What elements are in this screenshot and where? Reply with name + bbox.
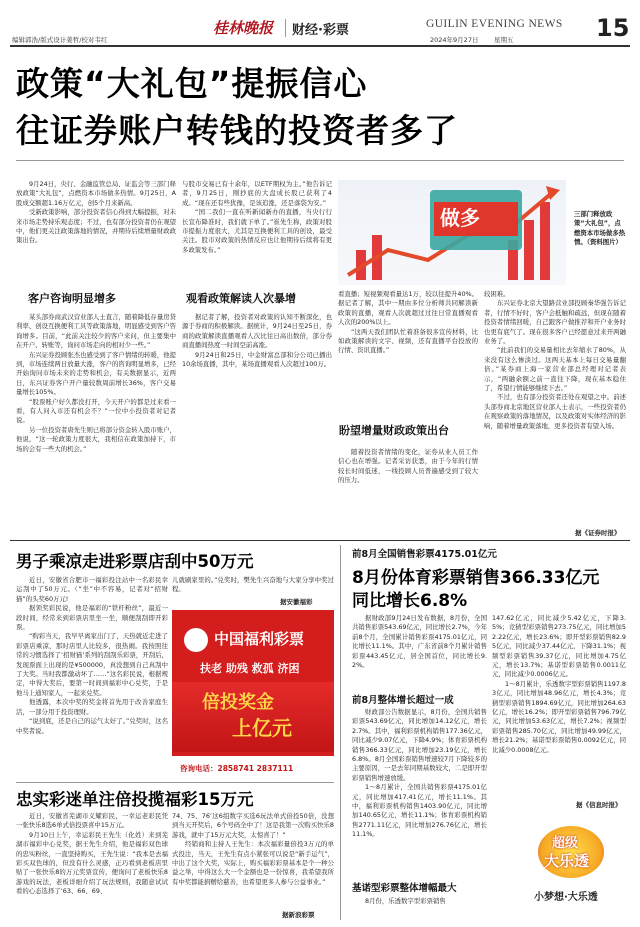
lead-col2-paragraph: 9月24日和25日，中金财富总部和分公司已播出10余场直播，其中，某场直播观看人次超过100万。 (182, 350, 332, 369)
lead-col1-paragraph: 东兴证券投顾张杰也感受到了客户情绪的转暖，他提到，市场连续两日放量大涨，客户的咨询明显增多，已经开始询问市场未来的走势和机会，有关数据显示，近两日，东兴证券客户开户量较数周前增长36%，客户交易量增长105%。 (16, 350, 176, 397)
story2-headline: 忠实彩迷单注倍投揽福彩15万元 (16, 790, 254, 809)
lead-subhead-livestream: 观看政策解读人次暴增 (186, 292, 296, 305)
story2-credit: 据新浪彩票 (282, 911, 315, 919)
masthead-date: 2024年9月27日 (430, 36, 479, 44)
welfare-lottery-logo (184, 628, 208, 652)
promo-multiplier-text: 倍投奖金 (202, 692, 274, 713)
headline-rule (16, 160, 624, 161)
lead-col2-paragraph: 据记者了解，投资者对政策的认知不断深化，也源于券商的积极解读。据统计，9月24日至25日，券商的政策解读直播观看人次比往日高出数倍，部分券商直播间热度一时间空前高涨。 (182, 313, 332, 350)
story1-col2 (172, 576, 334, 596)
stats-credit: 据《信息时报》 (576, 801, 622, 809)
stats-paragraph: 8月份，乐透数字型彩票销售 (365, 897, 446, 905)
lead-col1-paragraph: “股票账户好久都没打开，今天开户的都是过来看一看，有人问入市还有机会不？”一位中小投资者对记者说。 (16, 397, 176, 425)
story1-credit: 据安徽福彩 (280, 598, 313, 606)
stats-col1-body (352, 708, 487, 868)
stats-paragraph: 1～8月累计，全国共销售彩票4175.01亿元，同比增加417.41亿元，增长11.1%。其中，福利彩票机构销售1403.90亿元，同比增加140.65亿元，增长11.1%；体育彩票机构销售2771.11亿元，同比增加276.76亿元，增长11.1%。 (352, 783, 487, 839)
lead-col2-top (182, 180, 332, 280)
stats-headline-line-1: 8月份体育彩票销售366.33亿元 (352, 568, 600, 588)
lead-col3-paragraph: “这两天我们团队忙着准备很多宣传材料，比如政策解读的文字、视频，还有直播平台投放的行情、资讯直播。” (338, 327, 478, 355)
welfare-lottery-slogan: 扶老 助残 救孤 济困 (200, 662, 300, 675)
promo-amount-text: 上亿元 (232, 716, 292, 740)
masthead-weekday: 星期五 (494, 36, 514, 44)
story2-paragraph: 74、75、76’这6组数字买选6玩法单式倍投50倍，没想到当天开奖后，6个号码全中了！这是我第一次购买快乐8游戏，就中了15万元大奖，太惊喜了！” (172, 812, 334, 839)
lead-headline-line-2: 往证券账户转钱的投资者多了 (16, 111, 458, 150)
story1-paragraph: 儿就刷家里的。”兑奖时，樊先生兴奋地与大家分享中奖过程。 (172, 576, 334, 594)
masthead-rule (10, 45, 630, 47)
lead-col3-paragraph: 看直播；短视频观看量达1万，较以往提升40%。据记者了解，其中一期由多位分析师共同解读新政策的直播，观看人次就超过过往日常直播观看人次的200%以上。 (338, 290, 478, 327)
story2-col2 (172, 812, 334, 908)
super-lotto-badge (530, 822, 612, 882)
lead-col2-paragraph: 与股市交易已有十余年，以ETF期权为主。”他告诉记者，9月25日，刚抄底的大盘成长股已获利了4成。“现在还有些犹豫，是该追涨，还是落袋为安。” (182, 180, 332, 207)
lead-col1-intro (16, 180, 176, 280)
lead-col2-body (182, 313, 332, 536)
welfare-lottery-brand: 中国福利彩票 (214, 630, 305, 648)
lead-photo (338, 180, 566, 285)
lead-subhead-fiscal: 盼望增量财政政策出台 (339, 424, 449, 437)
lead-col1-paragraph: 某头部券商武汉营业部人士直言，随着降低存量房贷利率、创设互换便利工具等政策落地，明显感受到客户咨询增多。目前，“此前关注较少的客户来问，但主要集中在开户、转账等，询问市场走向的相对少一些。” (16, 313, 176, 350)
story2-col1 (16, 812, 168, 920)
lead-col4-paragraph: 较困难。 (484, 290, 510, 298)
column-divider (340, 545, 341, 920)
super-lotto-tagline: 小梦想·大乐透 (534, 892, 598, 903)
lead-col2-paragraph: “国二我们一直在听新闻新办的直播，当央行行长宣布降准时，我们就下单了。”崔先生称，政策对股市提振力度很大，尤其是互换便利工具的创设，最受关注。股市对政策的热情反应也让他期待后续将有更多政策发布。” (182, 208, 332, 254)
lead-col4-paragraph: 东兴证券北京大望路营业部投顾秦华强告诉记者，行情不好时，客户会抵触和疏远，但现在随着投资者情绪回暖，自己跟客户做推荐和开户业务时也更有底气了。现在很多客户已经愿意过来开两融业务了。 (484, 299, 626, 346)
story2-paragraph: 9月10日上午，幸运彩民王先生（化姓）来到芜湖市福彩中心兑奖，据王先生介绍，他是福彩双色球的忠实粉丝，一直坚持购买，王先生说：“我本是去福彩买双色球的，但没有什么灵感，正巧看到老板店里贴了一张快乐8的万元奖票宣传，便询问了老板快乐8游戏的玩法，老板详细介绍了玩法规则，我随意试试看的心态选择了‘63、66、69、 (16, 830, 168, 896)
story2-paragraph: 近日，安徽省芜湖市义耀彩民，一幸运老彩民凭一张快乐8选6单式倍投票喜中15万元。 (16, 812, 168, 830)
lead-intro-paragraph: 9月24日，央行、金融监管总局、证监会等三部门释放政策“大礼包”，点燃资本市场做多热情。9月25日，A股成交额超1.16万亿元，创5个月来新高。 (16, 180, 176, 207)
lead-col1-body (16, 313, 176, 536)
lead-credit: 据《证券时报》 (575, 529, 621, 537)
masthead (0, 0, 640, 46)
stats-subhead-growth: 前8月整体增长超过一成 (352, 695, 454, 706)
story1-paragraph: “说到底，还是自己的运气太好了。”兑奖时，这名中奖者说。 (16, 717, 168, 735)
masthead-english-name: GUILIN EVENING NEWS (426, 18, 563, 30)
stats-paragraph: 147.62亿元，同比减少5.42亿元，下降3.5%；竞猜型彩票销售273.75亿元，同比增加52.22亿元，增长23.6%；即开型彩票销售82.95亿元，同比减少37.44亿元，下降31.1%；视频型彩票销售39.37亿元，同比增加4.75亿元，增长13.7%；基诺型彩票销售0.0011亿元，同比减少0.0006亿元。 (492, 614, 626, 679)
masthead-divider (285, 19, 286, 37)
lead-photo-caption: 三部门释放政策“大礼包”，点燃资本市场做多热情。（资料图片） (574, 210, 626, 247)
stats-paragraph: 财政部公告数据显示，8月份，全国共销售彩票543.69亿元，同比增加14.12亿元，增长2.7%。其中，福利彩票机构销售177.36亿元，同比减少9.07亿元，下降4.9%；体育彩票机构销售366.33亿元，同比增加23.19亿元，增长6.8%。8月全国彩票销售增速较7月下降较多的主要原因，一是去年同期基数较大，二是即开型彩票销售增速放缓。 (352, 708, 487, 782)
stats-kicker: 前8月全国销售彩票4175.01亿元 (352, 549, 497, 560)
stock-chart-illustration (338, 180, 566, 285)
lead-col4-paragraph: “此前我们的交易量相比去年缩水了80%，从来没有这么惨淡过。这两天基本上每日交易量翻倍。”某券商上海一家营业部总经理对记者表示，“两融余额之前一直往下降，现在基本稳住了，希望行情能够继续下去。” (484, 346, 626, 393)
badge-text-top: 超级 (552, 836, 579, 851)
story1-paragraph: 据领奖彩民说，他是福彩的“铁杆粉丝”，最近一段时间，经常来到彩票店里坐一坐，顺便刮刮即开彩票。 (16, 604, 168, 632)
photo-headline-graphic: 做多 (440, 206, 480, 230)
stats-col1-tail (352, 897, 487, 909)
masthead-editor-credit: 编辑郭浩/版式设计姜哲/校对韦红 (12, 36, 108, 44)
masthead-section: 财经·彩票 (292, 23, 349, 38)
stats-col1-intro (352, 614, 487, 690)
lead-col4-paragraph: 不过，也有部分投资者还处在观望之中。前述头部券商北京地区营业部人士表示，一些投资者仍在观察政策的落地情况，以及政策对实体经济的影响，随着增量政策落地，更多投资者有望入场。 (484, 393, 626, 430)
welfare-lottery-ad (172, 610, 334, 778)
lead-headline-line-1: 政策“大礼包”提振信心 (16, 64, 368, 103)
stats-subhead-keno: 基诺型彩票整体增幅最大 (352, 883, 457, 894)
story1-col1 (16, 576, 168, 776)
story1-paragraph: 近日，安徽省合肥市一福彩投注站中一名彩民幸运刮中了50万元。（“坐”中不容易，记者对“招财猫”的头奖60万元! (16, 576, 168, 603)
lead-intro-paragraph: 受新政策影响，部分投资者信心得到大幅提振，对未来市场走势持乐观态度；不过，也有部分投资者仍在观望中，他们更关注政策落地的情况，并期待后续增量财政政策出台。 (16, 208, 176, 245)
story1-headline: 男子乘凉走进彩票店刮中50万元 (16, 552, 254, 571)
story-divider (16, 782, 334, 783)
stats-paragraph: 据财政部9月24日发布数据，8月份，全国共销售彩票543.69亿元，同比增长2.7%，今年前8个月，全国累计销售彩票4175.01亿元，同比增长11.1%。其中，广东省前8个月累计销售彩票443.45亿元，居全国首位，同比增长9.2%。 (352, 614, 487, 670)
ad-hotline: 咨询电话：2858741 2837111 (180, 764, 294, 773)
lead-col3-paragraph: 随着投资者情绪的变化，证券从业人员工作信心也在增强。记者采访获悉，由于今年的行情较长时间低迷，一线投顾人员普遍感受到了较大的压力。 (338, 448, 478, 485)
story2-paragraph: 经销商和主持人王先生：本次福彩量倍投3万元的单式投注，当天，王先生有点小紧张可以说是“新手运气”，中出了这个大奖，实际上，购买福彩彩票基本是个一种公益之举，中得这么大一个金额也是一份惊喜，我希望我所有中奖都能捐赠给慈善，也希望更多人参与公益事业。” (172, 840, 334, 886)
badge-text-bottom: 大乐透 (544, 852, 590, 870)
lead-col1-paragraph: 另一位投资者唐先生则已将部分资金转入股市账户，他说，“这一轮政策力度很大，我相信在政策加持下，市场的会有一些大的机会。” (16, 425, 176, 453)
masthead-logo: 桂林晚报 (213, 19, 274, 37)
stats-col2 (492, 614, 626, 802)
story1-paragraph: “购彩当天，我早早离家出门了，天热就近走进了彩票店乘凉，那时店里人比较多，很热闹。我按照往常的习惯选择了‘招财猫’系列的刮刮乐彩票，开刮后，发现票面上出现的是¥500000，真没想到自己真刮中了大奖。当时我都激动坏了……”这名彩民说，根据规定，中得大奖后，要第一时间到福彩中心兑奖，于是他马上通知家人，一起来兑奖。 (16, 632, 168, 697)
lead-col3-text (338, 290, 478, 418)
story1-paragraph: 他透露，本次中奖的奖金将首先用于改善家庭生活，一部分用于投资理财。 (16, 698, 168, 716)
page-number: 15 (596, 14, 630, 42)
stats-headline-line-2: 同比增长6.8% (352, 591, 468, 611)
stats-paragraph: 1～8月累计，乐透数字型彩票销售1197.83亿元，同比增加48.96亿元，增长4.3%；竞猜型彩票销售1894.69亿元，同比增加264.63亿元，增长16.2%；即开型彩票销售796.79亿元，同比增加53.63亿元，增长7.2%；视频型彩票销售285.70亿元，同比增加49.99亿元，增长21.2%；基诺型彩票销售0.0092亿元，同比减少0.0008亿元。 (492, 679, 626, 754)
lead-col3-text-2 (338, 448, 478, 538)
section-rule (10, 540, 630, 541)
lead-col4-text (484, 290, 626, 526)
lead-subhead-inquiries: 客户咨询明显增多 (28, 292, 116, 305)
